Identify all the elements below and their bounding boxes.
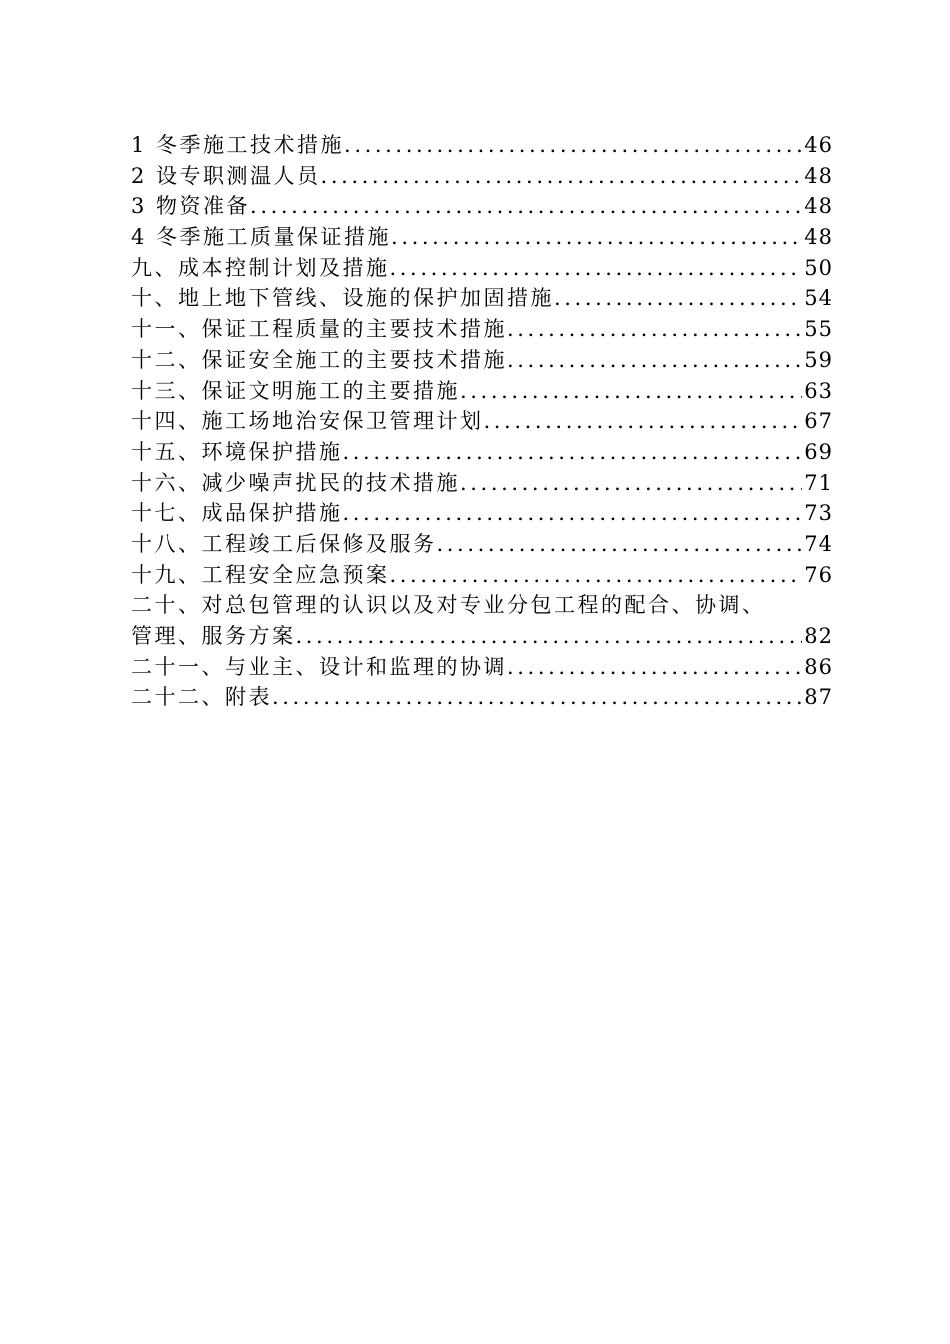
toc-entry-page: 73 bbox=[804, 501, 833, 526]
toc-entry-title: 十二、保证安全施工的主要技术措施 bbox=[131, 347, 507, 372]
toc-entry-page: 55 bbox=[804, 317, 833, 342]
toc-entry-title: 3 物资准备 bbox=[131, 194, 251, 219]
toc-entry-title: 十九、工程安全应急预案 bbox=[131, 562, 390, 587]
toc-dot-leader bbox=[343, 437, 803, 468]
toc-entry-page: 74 bbox=[804, 531, 833, 556]
toc-entry-page: 50 bbox=[804, 255, 833, 280]
table-of-contents bbox=[131, 130, 833, 713]
toc-entry-title: 二十一、与业主、设计和监理的协调 bbox=[131, 654, 507, 679]
toc-entry-14[interactable] bbox=[131, 529, 833, 560]
toc-entry-16-line2[interactable] bbox=[131, 621, 833, 652]
toc-entry-page: 48 bbox=[804, 163, 833, 188]
toc-dot-leader bbox=[344, 130, 802, 161]
toc-entry-page: 82 bbox=[804, 624, 833, 648]
toc-entry-title: 十七、成品保护措施 bbox=[131, 501, 343, 526]
toc-dot-leader bbox=[390, 253, 803, 284]
toc-entry-page: 69 bbox=[804, 439, 833, 464]
toc-entry-title: 4 冬季施工质量保证措施 bbox=[131, 225, 392, 250]
toc-entry-15[interactable] bbox=[131, 560, 833, 591]
toc-dot-leader bbox=[507, 314, 802, 345]
toc-dot-leader bbox=[296, 621, 803, 652]
toc-entry-title: 十三、保证文明施工的主要措施 bbox=[131, 378, 460, 403]
toc-entry-page: 63 bbox=[804, 378, 833, 403]
toc-dot-leader bbox=[390, 560, 803, 591]
toc-dot-leader bbox=[250, 191, 802, 222]
toc-dot-leader bbox=[460, 376, 802, 407]
toc-entry-title: 1 冬季施工技术措施 bbox=[131, 133, 345, 157]
toc-entry-8[interactable] bbox=[131, 345, 833, 376]
toc-dot-leader bbox=[343, 498, 803, 529]
toc-entry-page: 54 bbox=[804, 286, 833, 311]
toc-entry-title: 十四、施工场地治安保卫管理计划 bbox=[131, 409, 484, 434]
toc-dot-leader bbox=[460, 468, 802, 499]
toc-dot-leader bbox=[507, 652, 802, 683]
toc-entry-page: 67 bbox=[804, 409, 833, 434]
toc-entry-page: 87 bbox=[804, 685, 833, 710]
toc-dot-leader bbox=[507, 345, 802, 376]
toc-entry-page: 46 bbox=[804, 133, 833, 157]
toc-entry-7[interactable] bbox=[131, 314, 833, 345]
toc-dot-leader bbox=[554, 283, 802, 314]
toc-entry-page: 86 bbox=[804, 654, 833, 679]
toc-entry-2[interactable] bbox=[131, 161, 833, 192]
toc-entry-18[interactable] bbox=[131, 682, 833, 713]
toc-dot-leader bbox=[272, 682, 802, 713]
toc-entry-title: 十八、工程竣工后保修及服务 bbox=[131, 531, 437, 556]
toc-entry-6[interactable] bbox=[131, 283, 833, 314]
toc-dot-leader bbox=[437, 529, 803, 560]
toc-entry-title: 管理、服务方案 bbox=[131, 624, 296, 648]
toc-dot-leader bbox=[391, 222, 802, 253]
toc-entry-11[interactable] bbox=[131, 437, 833, 468]
toc-entry-title: 九、成本控制计划及措施 bbox=[131, 255, 390, 280]
toc-entry-title: 十一、保证工程质量的主要技术措施 bbox=[131, 317, 507, 342]
toc-entry-12[interactable] bbox=[131, 468, 833, 499]
toc-entry-1[interactable] bbox=[131, 130, 833, 161]
toc-entry-page: 59 bbox=[804, 347, 833, 372]
toc-entry-17[interactable] bbox=[131, 652, 833, 683]
toc-entry-page: 71 bbox=[804, 470, 833, 495]
toc-entry-title: 二十二、附表 bbox=[131, 685, 272, 710]
toc-entry-10[interactable] bbox=[131, 406, 833, 437]
toc-entry-page: 48 bbox=[804, 225, 833, 250]
toc-entry-title: 十六、减少噪声扰民的技术措施 bbox=[131, 470, 460, 495]
toc-entry-16-line1[interactable]: 二十、对总包管理的认识以及对专业分包工程的配合、协调、 bbox=[131, 593, 766, 618]
toc-dot-leader bbox=[321, 161, 803, 192]
toc-entry-3[interactable] bbox=[131, 191, 833, 222]
toc-entry-page: 48 bbox=[804, 194, 833, 219]
toc-entry-5[interactable] bbox=[131, 253, 833, 284]
toc-entry-4[interactable] bbox=[131, 222, 833, 253]
toc-entry-title: 十五、环境保护措施 bbox=[131, 439, 343, 464]
toc-entry-title: 2 设专职测温人员 bbox=[131, 163, 321, 188]
toc-entry-9[interactable] bbox=[131, 376, 833, 407]
toc-entry-page: 76 bbox=[804, 562, 833, 587]
toc-entry-title: 十、地上地下管线、设施的保护加固措施 bbox=[131, 286, 554, 311]
toc-dot-leader bbox=[484, 406, 803, 437]
toc-entry-13[interactable] bbox=[131, 498, 833, 529]
